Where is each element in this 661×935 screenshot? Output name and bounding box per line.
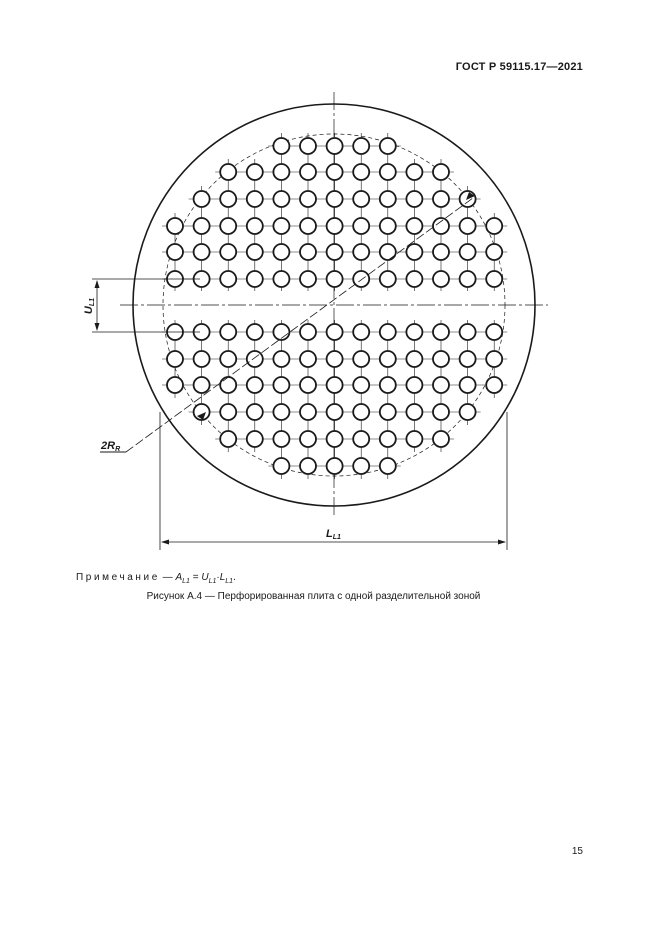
l-label-main: L (326, 528, 333, 540)
hole-upper-r3-c5 (300, 218, 316, 234)
hole-upper-r3-c6 (327, 218, 343, 234)
hole-upper-r0-c5 (300, 138, 316, 154)
hole-lower-r4-c2 (220, 431, 236, 447)
hole-upper-r2-c4 (273, 191, 289, 207)
hole-lower-r2-c4 (273, 377, 289, 393)
note-l-sub: L1 (225, 578, 234, 585)
hole-lower-r0-c12 (486, 324, 502, 340)
hole-lower-r4-c5 (300, 431, 316, 447)
hole-upper-r4-c9 (406, 244, 422, 260)
hole-upper-r4-c8 (380, 244, 396, 260)
l-dimension-label (326, 528, 341, 541)
hole-lower-r3-c11 (460, 404, 476, 420)
hole-upper-r3-c10 (433, 218, 449, 234)
note-l: L (219, 572, 226, 583)
hole-upper-r5-c4 (273, 271, 289, 287)
hole-upper-r3-c12 (486, 218, 502, 234)
hole-upper-r5-c5 (300, 271, 316, 287)
hole-upper-r5-c10 (433, 271, 449, 287)
page-number: 15 (571, 846, 583, 857)
hole-lower-r1-c9 (406, 351, 422, 367)
hole-lower-r3-c4 (273, 404, 289, 420)
note-end: . (233, 572, 236, 583)
note-prefix: Примечание (76, 572, 160, 583)
hole-lower-r5-c7 (353, 458, 369, 474)
note-u-sub: L1 (208, 578, 217, 585)
hole-upper-r1-c4 (273, 164, 289, 180)
hole-upper-r5-c8 (380, 271, 396, 287)
l-label-sub: L1 (332, 534, 341, 541)
hole-lower-r1-c8 (380, 351, 396, 367)
r-label-main: 2R (101, 440, 116, 452)
hole-lower-r2-c7 (353, 377, 369, 393)
hole-lower-r3-c5 (300, 404, 316, 420)
note-dot: · (216, 572, 220, 583)
hole-upper-r2-c7 (353, 191, 369, 207)
hole-upper-r5-c9 (406, 271, 422, 287)
hole-upper-r0-c7 (353, 138, 369, 154)
hole-lower-r4-c4 (273, 431, 289, 447)
hole-lower-r2-c11 (460, 377, 476, 393)
hole-lower-r0-c5 (300, 324, 316, 340)
hole-lower-r2-c6 (327, 377, 343, 393)
hole-upper-r2-c3 (247, 191, 263, 207)
hole-upper-r3-c4 (273, 218, 289, 234)
hole-upper-r0-c4 (273, 138, 289, 154)
hole-upper-r3-c1 (194, 218, 210, 234)
hole-lower-r0-c9 (406, 324, 422, 340)
hole-upper-r5-c6 (327, 271, 343, 287)
hole-lower-r1-c4 (273, 351, 289, 367)
r-label-sub: R (115, 446, 121, 453)
hole-upper-r1-c9 (406, 164, 422, 180)
hole-upper-r3-c9 (406, 218, 422, 234)
hole-lower-r2-c10 (433, 377, 449, 393)
hole-lower-r5-c8 (380, 458, 396, 474)
hole-lower-r2-c0 (167, 377, 183, 393)
hole-lower-r1-c12 (486, 351, 502, 367)
note-a: A (175, 572, 183, 583)
hole-upper-r4-c4 (273, 244, 289, 260)
hole-upper-r3-c7 (353, 218, 369, 234)
hole-upper-r3-c3 (247, 218, 263, 234)
hole-lower-r2-c5 (300, 377, 316, 393)
hole-upper-r3-c11 (460, 218, 476, 234)
hole-upper-r1-c3 (247, 164, 263, 180)
hole-upper-r1-c2 (220, 164, 236, 180)
hole-upper-r2-c2 (220, 191, 236, 207)
hole-lower-r3-c9 (406, 404, 422, 420)
centerlines (120, 92, 548, 518)
hole-upper-r0-c8 (380, 138, 396, 154)
hole-upper-r4-c12 (486, 244, 502, 260)
hole-upper-r2-c8 (380, 191, 396, 207)
hole-upper-r3-c2 (220, 218, 236, 234)
hole-upper-r3-c8 (380, 218, 396, 234)
hole-lower-r0-c4 (273, 324, 289, 340)
hole-lower-r2-c12 (486, 377, 502, 393)
hole-lower-r0-c8 (380, 324, 396, 340)
hole-lower-r3-c10 (433, 404, 449, 420)
note-a-sub: L1 (182, 578, 190, 585)
hole-lower-r4-c9 (406, 431, 422, 447)
hole-lower-r4-c8 (380, 431, 396, 447)
hole-upper-r5-c7 (353, 271, 369, 287)
hole-lower-r5-c5 (300, 458, 316, 474)
hole-upper-r4-c11 (460, 244, 476, 260)
figure-note (76, 572, 236, 585)
hole-upper-r1-c5 (300, 164, 316, 180)
hole-lower-r3-c2 (220, 404, 236, 420)
hole-lower-r0-c2 (220, 324, 236, 340)
hole-lower-r1-c0 (167, 351, 183, 367)
figure-caption-wrap (0, 591, 661, 602)
hole-lower-r0-c6 (327, 324, 343, 340)
hole-lower-r1-c11 (460, 351, 476, 367)
hole-upper-r2-c5 (300, 191, 316, 207)
u-label-main: U (83, 306, 95, 315)
hole-lower-r2-c3 (247, 377, 263, 393)
hole-lower-r3-c3 (247, 404, 263, 420)
u-dimension (83, 279, 200, 332)
hole-upper-r4-c0 (167, 244, 183, 260)
hole-lower-r4-c7 (353, 431, 369, 447)
hole-upper-r5-c2 (220, 271, 236, 287)
hole-upper-r4-c3 (247, 244, 263, 260)
hole-upper-r1-c10 (433, 164, 449, 180)
hole-lower-r0-c10 (433, 324, 449, 340)
hole-upper-r2-c6 (327, 191, 343, 207)
note-u: U (201, 572, 209, 583)
hole-upper-r4-c6 (327, 244, 343, 260)
hole-lower-r3-c6 (327, 404, 343, 420)
hole-lower-r1-c3 (247, 351, 263, 367)
hole-lower-r1-c2 (220, 351, 236, 367)
note-equals: = (192, 572, 199, 583)
hole-lower-r2-c8 (380, 377, 396, 393)
hole-upper-r4-c2 (220, 244, 236, 260)
hole-lower-r5-c6 (327, 458, 343, 474)
hole-upper-r1-c6 (327, 164, 343, 180)
hole-lower-r4-c3 (247, 431, 263, 447)
hole-lower-r1-c5 (300, 351, 316, 367)
hole-lower-r4-c6 (327, 431, 343, 447)
hole-lower-r0-c7 (353, 324, 369, 340)
hole-upper-r2-c9 (406, 191, 422, 207)
hole-upper-r5-c12 (486, 271, 502, 287)
hole-lower-r1-c10 (433, 351, 449, 367)
hole-lower-r1-c7 (353, 351, 369, 367)
u-label-sub: L1 (89, 297, 96, 307)
figure-caption: Рисунок А.4 — Перфорированная плита с одной разделительной зоной (146, 591, 481, 602)
standard-number: ГОСТ Р 59115.17—2021 (455, 61, 583, 73)
hole-upper-r5-c11 (460, 271, 476, 287)
radius-label (100, 440, 120, 453)
hole-lower-r2-c9 (406, 377, 422, 393)
hole-lower-r3-c7 (353, 404, 369, 420)
hole-lower-r2-c1 (194, 377, 210, 393)
hole-upper-r4-c1 (194, 244, 210, 260)
hole-lower-r0-c11 (460, 324, 476, 340)
hole-lower-r1-c1 (194, 351, 210, 367)
hole-lower-r3-c8 (380, 404, 396, 420)
hole-upper-r1-c8 (380, 164, 396, 180)
hole-upper-r1-c7 (353, 164, 369, 180)
hole-upper-r4-c5 (300, 244, 316, 260)
note-dash: — (162, 572, 173, 583)
hole-upper-r0-c6 (327, 138, 343, 154)
hole-lower-r0-c3 (247, 324, 263, 340)
hole-lower-r1-c6 (327, 351, 343, 367)
hole-upper-r2-c10 (433, 191, 449, 207)
u-dimension-label (83, 298, 96, 314)
hole-upper-r2-c1 (194, 191, 210, 207)
hole-lower-r4-c10 (433, 431, 449, 447)
hole-lower-r2-c2 (220, 377, 236, 393)
hole-upper-r4-c7 (353, 244, 369, 260)
hole-upper-r4-c10 (433, 244, 449, 260)
hole-lower-r5-c4 (273, 458, 289, 474)
hole-upper-r5-c3 (247, 271, 263, 287)
hole-upper-r3-c0 (167, 218, 183, 234)
